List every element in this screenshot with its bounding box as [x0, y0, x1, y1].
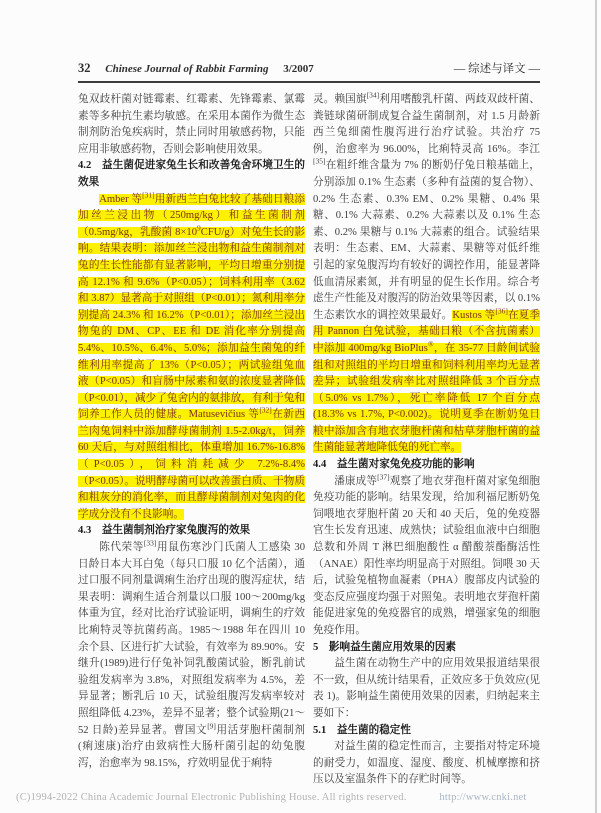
text-segment: 用鼠伤寒沙门氏菌人工感染 30 日龄日本大耳白兔（每只口服 10 亿个活菌），通过口服不同剂量调痢生治疗出现的腹泻症状，结果表明：调痢生适合剂量以口服 100～200mg/kg 体重为宜，经对比治疗试验证明，调痢生的疗效比痢特灵等抗菌药高。1985～1988 年在四川 10 余个县、区进行扩大试验，有效率为 89.90%。安继升(1989)进行仔兔补饲乳酸菌试验，断乳前试验组发病率为 3.8%，对照组发病率为 4.5%，差异显著；断乳后 10 天，试验组腹泻发病率较对照组降低 4.23%，差异不显著；整个试验期(21～52 日龄)差异显著。曹国文 [78, 542, 306, 736]
reference-superscript: [34] [366, 90, 380, 100]
text-segment: 灵。赖国旗 [313, 94, 367, 105]
section-heading: 4.2 益生菌促进家兔生长和改善兔舍环境卫生的效果 [78, 160, 305, 188]
reference-superscript: [35] [313, 156, 326, 166]
issue-number: 3/2007 [283, 63, 314, 75]
column-left [78, 92, 305, 789]
column-right [313, 92, 540, 789]
highlighted-text [495, 306, 508, 321]
reference-superscript: [33] [143, 538, 157, 548]
text-segment: 在粗纤维含量为 7% 的断奶仔兔日粮基础上，分别添加 0.1% 生态素（多种有益菌的复合物）、0.2% 生态素、0.3% EM、0.2% 果糖、0.4% 果糖、0.1% 大蒜素、0.2% 大蒜素以及 0.1% 生态素、0.2% 果糖与 0.1% 大蒜素的组合。试验结果表明：生态素、EM、大蒜素、果糖等对低纤维引起的家兔腹泻均有较好的调控作用，能显著降低血清尿素氮，并有明显的促生长作用。综合考虑生产性能及对腹泻的防治效果等因素，以 0.1% 生态素饮水的调控效果最好。 [313, 160, 540, 321]
reference-superscript: [32] [259, 405, 272, 415]
reference-superscript: [36] [495, 306, 508, 316]
text-segment: 观察了地衣芽孢杆菌对家兔细胞免疫功能的影响。结果发现，给加利福尼断奶兔饲喂地衣芽胞杆菌 20 天和 40 天后，兔的免疫器官生长发育迅速、成熟快；试验组血液中白细胞总数和外周 T 淋巴细胞酸性 α 醋酸萘酯酶活性（ANAE）阳性率均明显高于对照组。饲喂 30 天后，试验兔植物血凝素（PHA）腹部皮内试验的变态反应强度均强于对照兔。表明地衣芽孢杆菌能促进家兔的免疫器官的成熟，增强家兔的细胞免疫作用。 [313, 475, 541, 636]
paragraph [313, 474, 540, 640]
highlighted-text: Kustos 等 [452, 309, 496, 321]
text-segment: 陈代荣等 [99, 542, 144, 554]
text-segment [377, 472, 390, 487]
text-segment: 用活芽胞杆菌制剂(痢速康)治疗由致病性大肠杆菌引起的幼兔腹泻，治愈率为 98.15%，疗效明显优于痢特 [78, 724, 305, 769]
text-segment: 益生菌在动物生产中的应用效果报道结果很不一致，但从统计结果看，正效应多于负效应(见表 1)。影响益生菌使用效果的因素，归纳起来主要如下： [313, 658, 540, 719]
highlighted-text [427, 339, 434, 354]
journal-title: Chinese Journal of Rabbit Farming [105, 63, 269, 75]
highlighted-text: 在夏季用 Pannon 白兔试验，基础日粮（不含抗菌素）中添加 400mg/kg BioPlus [313, 309, 540, 354]
reference-superscript: [9] [207, 721, 216, 731]
section-heading: 5.1 益生菌的稳定性 [313, 724, 411, 736]
text-segment [366, 90, 380, 105]
highlighted-text [142, 190, 155, 205]
reference-superscript: [31] [142, 190, 155, 200]
two-column-content [78, 92, 540, 789]
page-footer [16, 792, 527, 803]
highlighted-text: 在新西兰肉兔饲料中添加酵母菌制剂 1.5-2.0kg/t，饲养 60 天后，与对照组相比，体重增加 16.7%-16.8%（P<0.05），饲料消耗减少 7.2%-8.4%（P<0.05）。说明酵母菌可以改善蛋白质、干物质和粗灰分的消化率，而且酵母菌制剂对兔肉的化学成分没有不良影响。 [78, 409, 306, 520]
reference-superscript: 9 [197, 223, 201, 233]
highlighted-text: 用新西兰白兔比较了基础日粮添加丝兰浸出物（250mg/kg）和益生菌制剂（0.5mg/kg，乳酸菌 8×10 [78, 193, 305, 238]
copyright-text: (C)1994-2022 China Academic Journal Electronic Publishing House. All rights reserved. [16, 792, 407, 803]
text-segment [313, 156, 326, 171]
highlighted-text: ，在 35-77 日龄间试验组和对照组的平均日增重和饲料利用率均无显著差异；试验组发病率比对照组降低 3 个百分点（5.0% vs 1.7%），死亡率降低 17 个百分点(18.3% vs 1.7%, P<0.002)。说明夏季在断奶兔日粮中添加含有地衣芽胞杆菌和枯草芽胞杆菌的益生菌能显著地降低兔的死亡率。 [313, 342, 540, 454]
scan-edge-line [595, 0, 597, 813]
highlighted-text: CFU/g）对兔生长的影响。结果表明：添加丝兰浸出物和益生菌制剂对兔的生长性能都有显著影响，平均日增重分别提高 12.1% 和 9.6%（P<0.05）；饲料利用率（3.62 和 3.87）显著高于对照组（P<0.01）；氮利用率分别提高 24.3% 和 16.2%（P<0.01）；添加丝兰浸出物兔的 DM、CP、EE 和 DE 消化率分别提高 5.4%、10.5%、6.4%、5.0%；添加益生菌兔的纤维利用率提高了 13%（P<0.05）；两试验组兔血液（P<0.05）和盲肠中尿素和氨的浓度显著降低（P<0.01），减少了兔舍内的氨排放，有利于兔和饲养工作人员的健康。Matusevičius 等 [78, 226, 305, 421]
section-label: — 综述与译文 — [453, 63, 540, 75]
reference-superscript: ® [427, 339, 434, 349]
paragraph [313, 656, 540, 722]
paragraph [313, 739, 540, 789]
page-number: 32 [78, 61, 91, 75]
section-heading: 5 影响益生菌应用效果的因素 [313, 641, 457, 653]
cnki-url: http://www.cnki.net [439, 792, 527, 803]
highlighted-text [259, 405, 272, 420]
paragraph [78, 540, 305, 772]
page-header [78, 60, 540, 83]
header-left [78, 61, 314, 76]
paragraph [313, 92, 540, 457]
text-segment: 兔双歧杆菌对链霉素、红霉素、先锋霉素、氯霉素等多种抗生素均敏感。在采用本菌作为微生态制剂防治兔疾病时，禁止同时用敏感药物，只能应用非敏感药物，否则会影响使用效果。 [78, 94, 305, 155]
section-heading: 4.4 益生菌对家兔免疫功能的影响 [313, 459, 475, 471]
text-segment: 对益生菌的稳定性而言，主要指对特定环境的耐受力，如温度、湿度、酸度、机械摩擦和挤压以及室温条件下的存贮时间等。 [313, 741, 540, 786]
text-segment: 潘康成等 [334, 475, 378, 487]
paragraph [78, 192, 305, 524]
highlighted-text: Amber 等 [99, 193, 143, 205]
text-segment: 利用嗜酸乳杆菌、两歧双歧杆菌、粪链球菌研制成复合益生菌制剂，对 1.5 月龄新西兰兔细菌性腹泻进行治疗试验。共治疗 75 例，治愈率为 96.00%，比痢特灵高 16%。李江 [313, 94, 540, 155]
section-heading: 4.3 益生菌制剂治疗家兔腹泻的效果 [78, 525, 251, 537]
reference-superscript: [37] [377, 472, 390, 482]
paragraph [78, 92, 305, 158]
text-segment [207, 721, 216, 736]
text-segment [143, 538, 157, 553]
